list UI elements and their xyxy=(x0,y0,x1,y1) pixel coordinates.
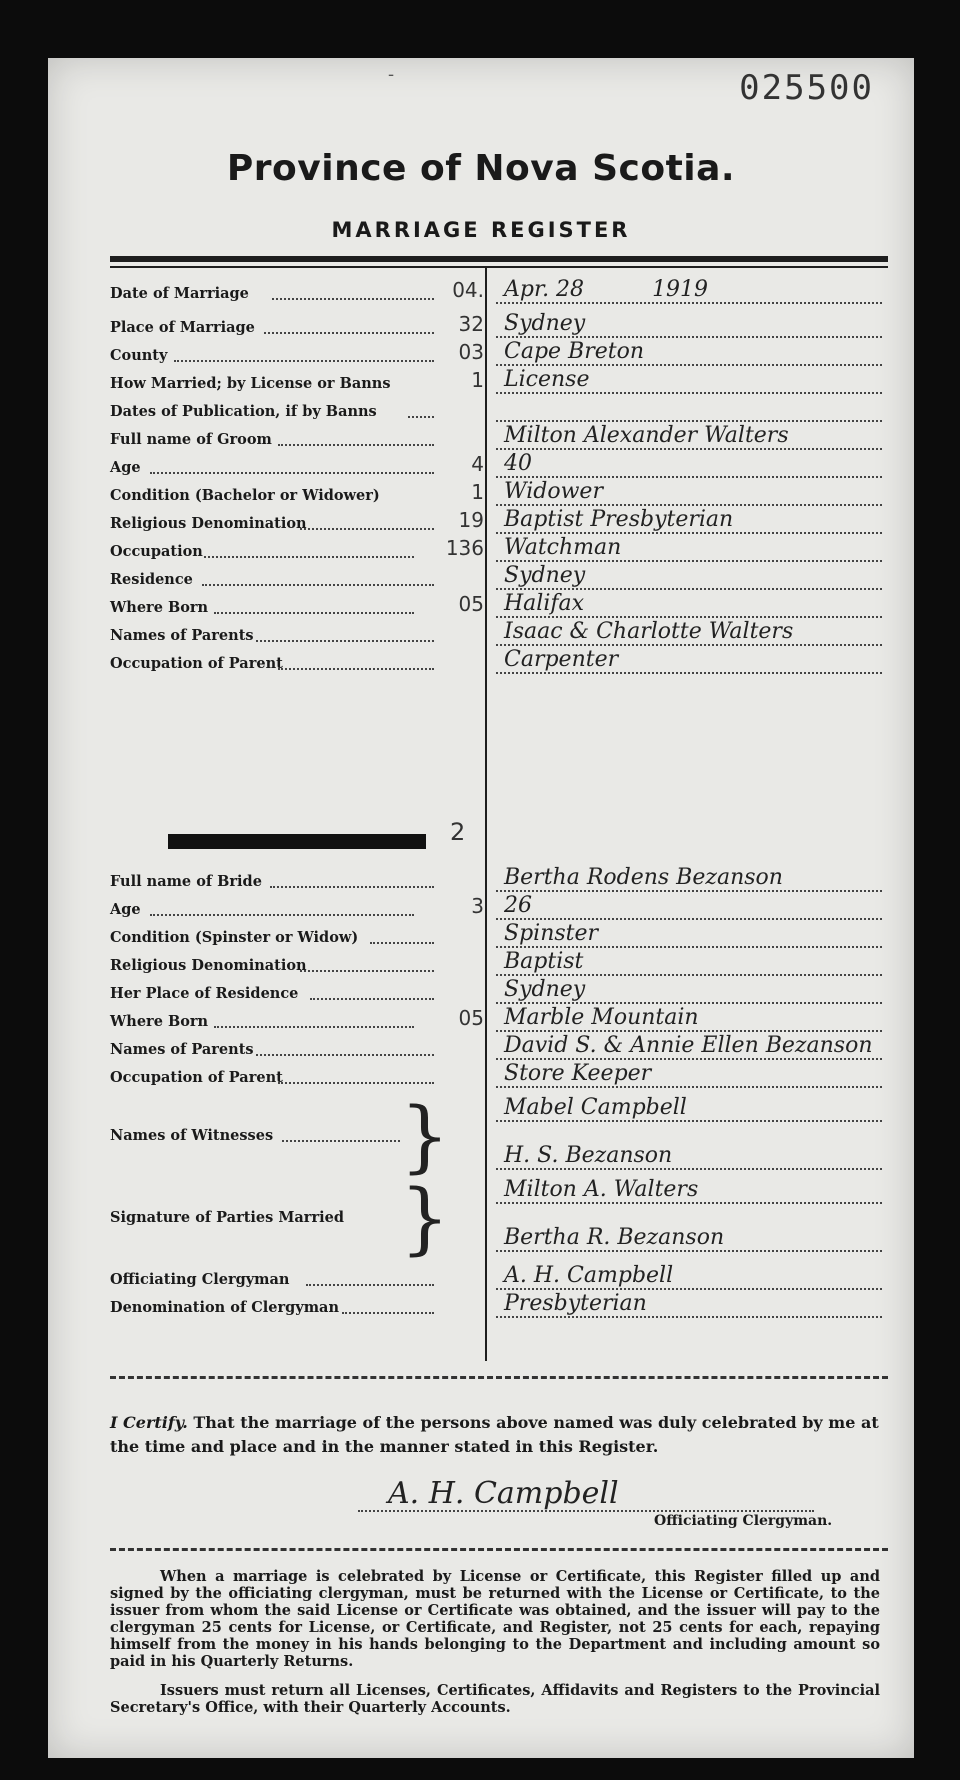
field-row xyxy=(110,452,888,478)
field-value xyxy=(496,893,882,920)
dot-leader xyxy=(278,1082,434,1084)
field-code: 32 xyxy=(458,312,484,336)
field-code: 05 xyxy=(458,1006,484,1030)
value-text: 26 xyxy=(504,893,532,918)
field-value xyxy=(496,451,882,478)
field-row xyxy=(110,978,888,1004)
dot-leader xyxy=(264,332,434,334)
field-label: Residence xyxy=(110,571,193,588)
reference-number: 025500 xyxy=(739,68,874,108)
section-code: 2 xyxy=(450,818,466,846)
field-code: 19 xyxy=(458,508,484,532)
field-value xyxy=(496,535,882,562)
field-row xyxy=(110,1034,888,1060)
field-row xyxy=(110,866,888,892)
field-label: Names of Parents xyxy=(110,1041,254,1058)
header-rule-bottom xyxy=(110,266,888,268)
field-label: Place of Marriage xyxy=(110,319,255,336)
field-value xyxy=(496,339,882,366)
value-text xyxy=(496,395,504,420)
value-text: Presbyterian xyxy=(504,1291,647,1316)
value-text: Store Keeper xyxy=(504,1061,652,1086)
field-label: Age xyxy=(110,459,141,476)
section-rule xyxy=(110,1376,888,1379)
field-label: Religious Denomination xyxy=(110,515,307,532)
pencil-mark: - xyxy=(388,64,395,85)
field-value xyxy=(496,423,882,450)
dot-leader xyxy=(300,528,434,530)
field-label: Where Born xyxy=(110,1013,209,1030)
value-text: Sydney xyxy=(504,563,586,588)
field-value xyxy=(496,1143,882,1170)
dot-leader xyxy=(150,472,434,474)
field-label: Condition (Spinster or Widow) xyxy=(110,929,359,946)
value-text: 40 xyxy=(504,451,532,476)
field-value xyxy=(496,367,882,394)
dot-leader xyxy=(300,970,434,972)
dot-leader xyxy=(270,886,434,888)
value-text: Baptist xyxy=(504,949,584,974)
dot-leader xyxy=(306,1284,434,1286)
field-code: 1 xyxy=(471,368,484,392)
party-signature: Bertha R. Bezanson xyxy=(504,1225,725,1250)
dot-leader xyxy=(174,360,434,362)
field-value xyxy=(496,647,882,674)
field-value xyxy=(496,1263,882,1290)
section-divider-bar xyxy=(168,834,426,849)
value-text: Cape Breton xyxy=(504,339,645,364)
field-row xyxy=(110,592,888,618)
field-row xyxy=(110,1006,888,1032)
signature-line-2 xyxy=(110,1226,888,1252)
field-label: Date of Marriage xyxy=(110,285,249,302)
field-label: Full name of Bride xyxy=(110,873,262,890)
clergy-signature: A. H. Campbell xyxy=(358,1476,814,1512)
form-title: Province of Nova Scotia. xyxy=(226,148,736,189)
field-row xyxy=(110,894,888,920)
instruction-paragraph: Issuers must return all Licenses, Certificates, Affidavits and Registers to the Provincial Secretary's Office, with their Quarterly Accounts. xyxy=(110,1682,880,1716)
field-code: 4 xyxy=(471,452,484,476)
field-label: Occupation of Parent xyxy=(110,1069,283,1086)
value-text: David S. & Annie Ellen Bezanson xyxy=(504,1033,873,1058)
dot-leader xyxy=(214,612,414,614)
field-row xyxy=(110,480,888,506)
value-text: License xyxy=(504,367,590,392)
field-row xyxy=(110,312,888,338)
field-value xyxy=(496,563,882,590)
value-text: Sydney xyxy=(504,977,586,1002)
dot-leader xyxy=(282,1140,400,1142)
field-row xyxy=(110,508,888,534)
value-text: Spinster xyxy=(504,921,599,946)
field-row xyxy=(110,424,888,450)
value-text: Marble Mountain xyxy=(504,1005,699,1030)
field-row xyxy=(110,1264,888,1290)
field-row xyxy=(110,950,888,976)
value-text: Carpenter xyxy=(504,647,619,672)
field-row xyxy=(110,1062,888,1088)
form-subtitle: MARRIAGE REGISTER xyxy=(331,218,631,242)
field-label: Denomination of Clergyman xyxy=(110,1299,339,1316)
field-code: 3 xyxy=(471,894,484,918)
value-text: A. H. Campbell xyxy=(504,1263,674,1288)
field-value xyxy=(496,1291,882,1318)
field-code: 05 xyxy=(458,592,484,616)
field-value xyxy=(496,977,882,1004)
certify-body: That the marriage of the persons above named was duly celebrated by me at the time and place and in the manner stated in this Register. xyxy=(110,1413,879,1456)
dot-leader xyxy=(256,1054,434,1056)
field-label: Full name of Groom xyxy=(110,431,272,448)
field-label: Age xyxy=(110,901,141,918)
field-code: 136 xyxy=(445,536,484,560)
value-text: Widower xyxy=(504,479,603,504)
field-value xyxy=(496,591,882,618)
value-text: Halifax xyxy=(504,591,585,616)
value-text: Isaac & Charlotte Walters xyxy=(504,619,794,644)
signature-brace: } xyxy=(400,1174,450,1264)
field-code: 04. xyxy=(452,278,484,302)
field-value xyxy=(496,1177,882,1204)
instruction-paragraph: When a marriage is celebrated by License or Certificate, this Register filled up and signed by the officiating clergyman, must be returned with the License or Certificate, to the issuer from whom the said License or Certificate was obtained, and the issuer will pay to the clergyman 25 cents for License, or Certificate, and Register, not 25 cents for each, repaying himself from the money in his hands belonging to the Department and including amount so paid in his Quarterly Returns. xyxy=(110,1568,880,1670)
field-row xyxy=(110,620,888,646)
field-value xyxy=(496,311,882,338)
field-value xyxy=(496,865,882,892)
field-value xyxy=(496,1033,882,1060)
dot-leader xyxy=(256,640,434,642)
field-value xyxy=(496,1095,882,1122)
field-value xyxy=(496,921,882,948)
field-label: Names of Parents xyxy=(110,627,254,644)
value-text: Sydney xyxy=(504,311,586,336)
certify-lead: I Certify. xyxy=(110,1413,188,1432)
field-label: Signature of Parties Married xyxy=(110,1209,344,1226)
dot-leader xyxy=(310,998,434,1000)
field-label: Religious Denomination xyxy=(110,957,307,974)
field-label: County xyxy=(110,347,168,364)
signature-caption: Officiating Clergyman. xyxy=(654,1513,833,1529)
field-value xyxy=(496,619,882,646)
field-value xyxy=(496,479,882,506)
certification-text xyxy=(110,1411,880,1459)
field-value xyxy=(496,1005,882,1032)
dot-leader xyxy=(342,1312,434,1314)
field-value xyxy=(496,395,882,422)
field-label: Condition (Bachelor or Widower) xyxy=(110,487,380,504)
field-label: How Married; by License or Banns xyxy=(110,375,391,392)
dot-leader xyxy=(272,298,434,300)
field-value xyxy=(496,949,882,976)
field-row xyxy=(110,564,888,590)
field-row xyxy=(110,1292,888,1318)
field-value xyxy=(496,1061,882,1088)
instructions xyxy=(110,1568,880,1716)
dot-leader xyxy=(150,914,414,916)
field-label: Her Place of Residence xyxy=(110,985,299,1002)
dot-leader xyxy=(214,1026,414,1028)
field-label: Officiating Clergyman xyxy=(110,1271,290,1288)
value-text: Bertha Rodens Bezanson xyxy=(504,865,783,890)
dot-leader xyxy=(204,556,414,558)
witness-name: Mabel Campbell xyxy=(504,1095,687,1120)
party-signature: Milton A. Walters xyxy=(504,1177,699,1202)
field-row xyxy=(110,536,888,562)
dot-leader xyxy=(408,416,434,418)
section-rule xyxy=(110,1548,888,1551)
witness-brace: } xyxy=(400,1092,450,1182)
signature-line-1 xyxy=(110,1178,888,1204)
field-code: 03 xyxy=(458,340,484,364)
field-code: 1 xyxy=(471,480,484,504)
dot-leader xyxy=(278,668,434,670)
field-value xyxy=(496,277,882,304)
witness-line-2 xyxy=(110,1144,888,1170)
witness-name: H. S. Bezanson xyxy=(504,1143,673,1168)
field-label: Where Born xyxy=(110,599,209,616)
witness-line-1 xyxy=(110,1096,888,1122)
value-text-year: 1919 xyxy=(652,277,709,302)
field-row xyxy=(110,340,888,366)
field-label: Occupation of Parent xyxy=(110,655,283,672)
field-row xyxy=(110,648,888,674)
dot-leader xyxy=(370,942,434,944)
value-text: Apr. 28 xyxy=(504,277,585,302)
header-rule-top xyxy=(110,256,888,262)
field-row xyxy=(110,278,888,304)
value-text: Milton Alexander Walters xyxy=(504,423,789,448)
field-value xyxy=(496,1225,882,1252)
field-label: Names of Witnesses xyxy=(110,1127,274,1144)
field-value xyxy=(496,507,882,534)
field-row xyxy=(110,368,888,394)
field-label: Occupation xyxy=(110,543,203,560)
field-label: Dates of Publication, if by Banns xyxy=(110,403,377,420)
value-text: Watchman xyxy=(504,535,622,560)
field-row xyxy=(110,922,888,948)
dot-leader xyxy=(278,444,434,446)
value-text: Baptist Presbyterian xyxy=(504,507,734,532)
register-form xyxy=(48,58,914,1758)
field-row xyxy=(110,396,888,422)
dot-leader xyxy=(202,584,434,586)
